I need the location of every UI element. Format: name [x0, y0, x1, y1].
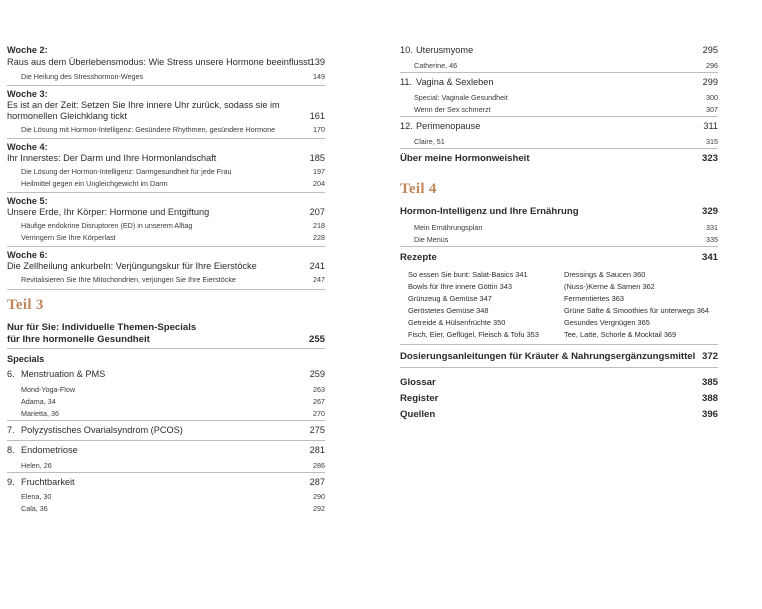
page-number: 161: [309, 111, 325, 121]
part-heading: Teil 4: [400, 181, 437, 197]
subentry-title: Special: Vaginale Gesundheit: [414, 93, 508, 102]
recipe-entry: Fisch, Eier, Geflügel, Fleisch & Tofu 353: [408, 330, 539, 339]
subentry-title: Helen, 26: [21, 461, 52, 470]
divider: [7, 192, 325, 193]
chapter-number: 9.: [7, 477, 15, 487]
chapter-title: Die Zellheilung ankurbeln: Verjüngungskur für Ihre Eierstöcke: [7, 261, 257, 271]
page-number: 341: [701, 252, 718, 263]
subentry-title: Wenn der Sex schmerzt: [414, 105, 491, 114]
page-number: 275: [309, 425, 325, 435]
subentry-title: Revitalisieren Sie Ihre Mitochondrien, verjüngen Sie Ihre Eierstöcke: [21, 275, 236, 284]
divider: [7, 348, 325, 349]
page-number: 149: [313, 72, 325, 81]
section-title: Quellen: [400, 409, 436, 420]
page-number: 335: [706, 235, 718, 244]
week-label: Woche 6:: [7, 250, 48, 260]
recipe-entry: Grünzeug & Gemüse 347: [408, 294, 492, 303]
recipe-entry: Fermentiertes 363: [564, 294, 624, 303]
page-number: 388: [701, 393, 718, 404]
subentry-title: Adama, 34: [21, 397, 56, 406]
page-number: 204: [313, 179, 325, 188]
chapter-title: Vagina & Sexleben: [416, 77, 494, 87]
subentry-title: Heilmittel gegen ein Ungleichgewicht im Darm: [21, 179, 168, 188]
divider: [400, 72, 718, 73]
subentry-title: Elena, 30: [21, 492, 52, 501]
week-label: Woche 2:: [7, 45, 48, 55]
subentry-title: Die Heilung des Stresshormon-Weges: [21, 72, 144, 81]
subentry-title: Mond-Yoga-Flow: [21, 385, 76, 394]
section-title: Dosierungsanleitungen für Kräuter & Nahrungsergänzungsmittel: [400, 351, 696, 362]
divider: [400, 148, 718, 149]
page-number: 296: [706, 61, 718, 70]
divider: [400, 116, 718, 117]
subentry-title: Die Menüs: [414, 235, 449, 244]
page-number: 281: [309, 445, 325, 455]
page-number: 372: [701, 351, 718, 362]
page-number: 247: [313, 275, 325, 284]
page-number: 139: [309, 57, 325, 67]
chapter-title: Raus aus dem Überlebensmodus: Wie Stress unsere Hormone beeinflusst: [7, 57, 311, 67]
week-label: Woche 5:: [7, 196, 48, 206]
chapter-number: 6.: [7, 369, 15, 379]
divider: [400, 344, 718, 345]
recipe-entry: Grüne Säfte & Smoothies für unterwegs 364: [564, 306, 710, 315]
page-number: 329: [701, 206, 718, 217]
page-number: 197: [313, 167, 325, 176]
recipe-entry: Gesundes Vergnügen 365: [564, 318, 650, 327]
recipe-entry: Geröstetes Gemüse 348: [408, 306, 489, 315]
page-number: 315: [706, 137, 718, 146]
page-number: 385: [701, 377, 718, 388]
page-number: 290: [313, 492, 325, 501]
subentry-title: Die Lösung mit Hormon-Intelligenz: Gesündere Rhythmen, gesündere Hormone: [21, 125, 276, 134]
chapter-number: 7.: [7, 425, 15, 435]
subentry-title: Häufige endokrine Disruptoren (ED) in unserem Alltag: [21, 221, 193, 230]
part-title-line: Nur für Sie: Individuelle Themen-Specials: [7, 322, 197, 333]
section-title: Über meine Hormonweisheit: [400, 153, 530, 164]
subentry-title: Cala, 36: [21, 504, 48, 513]
page-number: 300: [706, 93, 718, 102]
page-number: 299: [702, 77, 718, 87]
page-number: 292: [313, 504, 325, 513]
page-number: 185: [309, 153, 325, 163]
page-number: 218: [313, 221, 325, 230]
divider: [7, 138, 325, 139]
chapter-title: Endometriose: [21, 445, 78, 455]
recipe-entry: (Nuss-)Kerne & Samen 362: [564, 282, 655, 291]
divider: [400, 367, 718, 368]
page-number: 259: [309, 369, 325, 379]
chapter-number: 11.: [400, 77, 413, 87]
recipe-entry: Tee, Latte, Schorle & Mocktail 369: [564, 330, 677, 339]
divider: [7, 85, 325, 86]
chapter-title: Menstruation & PMS: [21, 369, 106, 379]
chapter-number: 8.: [7, 445, 15, 455]
page-number: 286: [313, 461, 325, 470]
section-title: Glossar: [400, 377, 436, 388]
chapter-title: Unsere Erde, Ihr Körper: Hormone und Entgiftung: [7, 207, 210, 217]
recipe-entry: Dressings & Saucen 360: [564, 270, 646, 279]
page-number: 267: [313, 397, 325, 406]
section-title: Register: [400, 393, 439, 404]
recipe-entry: Bowls für Ihre innere Göttin 343: [408, 282, 512, 291]
divider: [7, 420, 325, 421]
page-number: 263: [313, 385, 325, 394]
divider: [7, 440, 325, 441]
divider: [7, 289, 325, 290]
divider: [7, 472, 325, 473]
recipe-entry: So essen Sie bunt: Salat-Basics 341: [408, 270, 528, 279]
chapter-title: Uterusmyome: [416, 45, 474, 55]
page-number: 331: [706, 223, 718, 232]
page-number: 307: [706, 105, 718, 114]
chapter-number: 12.: [400, 121, 413, 131]
subentry-title: Die Lösung der Hormon-Intelligenz: Darmgesundheit für jede Frau: [21, 167, 232, 176]
page-number: 228: [313, 233, 325, 242]
page-number: 270: [313, 409, 325, 418]
page-number: 255: [308, 334, 325, 345]
part-heading: Teil 3: [7, 297, 44, 313]
chapter-title-line: Es ist an der Zeit: Setzen Sie Ihre innere Uhr zurück, sodass sie im: [7, 100, 280, 110]
page-number: 207: [309, 207, 325, 217]
week-label: Woche 3:: [7, 89, 48, 99]
page-number: 287: [309, 477, 325, 487]
page-number: 295: [702, 45, 718, 55]
chapter-number: 10.: [400, 45, 413, 55]
subentry-title: Mein Ernährungsplan: [414, 223, 483, 232]
subentry-title: Claire, 51: [414, 137, 445, 146]
subentry-title: Catherine, 46: [414, 61, 458, 70]
section-title: Rezepte: [400, 252, 437, 263]
chapter-title: Fruchtbarkeit: [21, 477, 75, 487]
subentry-title: Verringern Sie Ihre Körperlast: [21, 233, 116, 242]
subentry-title: Marietta, 36: [21, 409, 59, 418]
page-number: 396: [701, 409, 718, 420]
week-label: Woche 4:: [7, 142, 48, 152]
chapter-title: hormonellen Gleichklang tickt: [7, 111, 128, 121]
chapter-title: Perimenopause: [416, 121, 481, 131]
divider: [7, 246, 325, 247]
page-number: 323: [701, 153, 718, 164]
specials-label: Specials: [7, 354, 45, 364]
part-title: für Ihre hormonelle Gesundheit: [7, 334, 150, 345]
page-number: 241: [309, 261, 325, 271]
chapter-title: Polyzystisches Ovarialsyndrom (PCOS): [21, 425, 183, 435]
chapter-title: Ihr Innerstes: Der Darm und Ihre Hormonlandschaft: [7, 153, 217, 163]
divider: [400, 246, 718, 247]
page-number: 311: [703, 121, 718, 131]
page-number: 170: [313, 125, 325, 134]
section-title: Hormon-Intelligenz und Ihre Ernährung: [400, 206, 579, 217]
recipe-entry: Getreide & Hülsenfrüchte 350: [408, 318, 506, 327]
